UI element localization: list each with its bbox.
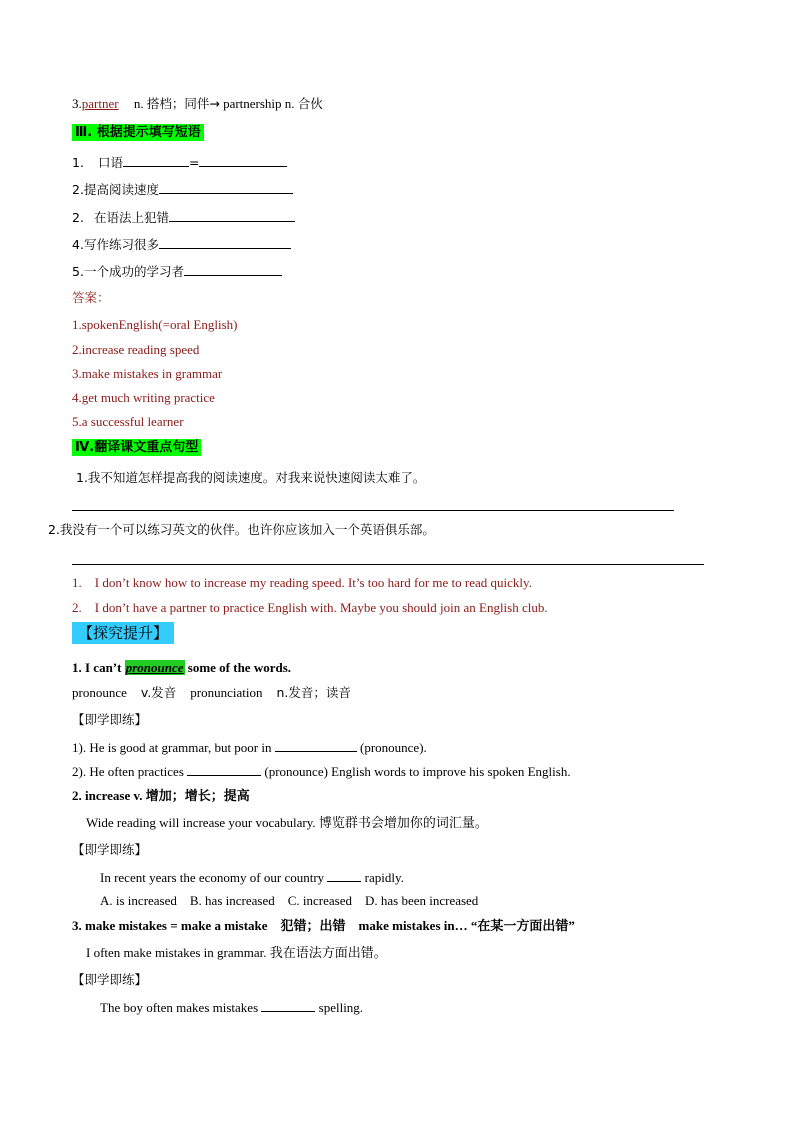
exercise-hint: (pronounce) English words to improve his spoken English. xyxy=(264,764,571,779)
point-1-head-a: 1. I can’t xyxy=(72,660,125,675)
translate-q1: 1.我不知道怎样提高我的阅读速度。对我来说快速阅读太难了。 xyxy=(76,470,426,485)
exercise-text: 2). He often practices xyxy=(72,764,184,779)
point-2-exercise xyxy=(100,869,404,886)
word-pronunciation-meaning: n.发音；读音 xyxy=(276,685,351,700)
answer-text: I don’t know how to increase my reading speed. It’s too hard for me to read quickly. xyxy=(94,575,532,590)
point-1-exercise-2 xyxy=(72,763,571,780)
word-pronounce-meaning: v.发音 xyxy=(140,685,177,700)
point-2-example: Wide reading will increase your vocabulary. 博览群书会增加你的词汇量。 xyxy=(86,815,488,830)
item-text: 一个成功的学习者 xyxy=(83,264,184,279)
pronounce-highlight: pronounce xyxy=(125,660,184,675)
practice-label-2: 【即学即练】 xyxy=(72,842,148,857)
word-pronounce: pronounce xyxy=(72,685,127,700)
vocab-pos: n. xyxy=(133,96,144,111)
practice-label-1: 【即学即练】 xyxy=(72,712,148,727)
translate-answer-2 xyxy=(72,600,548,616)
point-1-heading xyxy=(72,660,291,676)
item-equals: = xyxy=(188,155,200,170)
fill-item-3 xyxy=(72,209,295,226)
practice-label-3: 【即学即练】 xyxy=(72,972,148,987)
vocab-meaning: 搭档；同伴 xyxy=(146,96,210,111)
point-3-exercise xyxy=(100,999,363,1016)
vocab-number: 3. xyxy=(72,96,82,111)
point-3-heading: 3. make mistakes = make a mistake 犯错；出错 make mistakes in… “在某一方面出错” xyxy=(72,918,575,933)
fill-item-1 xyxy=(72,154,287,171)
section-3-title: Ⅲ. 根据提示填写短语 xyxy=(72,124,204,141)
arrow-icon: → xyxy=(209,96,220,111)
vocab-word: partner xyxy=(81,96,119,111)
answer-blank[interactable] xyxy=(169,209,295,222)
item-number: 5. xyxy=(72,264,84,279)
answer-rule[interactable] xyxy=(72,510,674,511)
section-4-title: Ⅳ.翻译课文重点句型 xyxy=(72,439,201,456)
exercise-blank[interactable] xyxy=(275,739,357,752)
explore-title: 【探究提升】 xyxy=(72,622,174,644)
answer-number: 1. xyxy=(72,575,82,590)
answer-text: I don’t have a partner to practice English with. Maybe you should join an English club. xyxy=(94,600,548,615)
answer-blank[interactable] xyxy=(199,154,287,167)
answer-blank[interactable] xyxy=(159,181,293,194)
section-4-heading xyxy=(72,439,201,456)
item-text: 写作练习很多 xyxy=(83,237,159,252)
item-number: 2. xyxy=(72,182,84,197)
answer-4: 4.get much writing practice xyxy=(72,390,215,405)
exercise-text: In recent years the economy of our country xyxy=(100,870,325,885)
exercise-text-end: rapidly. xyxy=(364,870,404,885)
translate-answer-1 xyxy=(72,575,532,591)
answer-label: 答案： xyxy=(72,290,110,305)
answer-2: 2.increase reading speed xyxy=(72,342,200,357)
fill-item-5 xyxy=(72,263,282,280)
point-1-head-b: some of the words. xyxy=(184,660,292,675)
point-2-options: A. is increased B. has increased C. increased D. has been increased xyxy=(100,893,479,908)
item-number: 1. xyxy=(72,155,84,170)
exercise-text: 1). He is good at grammar, but poor in xyxy=(72,740,272,755)
item-number: 2. xyxy=(72,210,84,225)
answer-blank[interactable] xyxy=(184,263,282,276)
exercise-hint: (pronounce). xyxy=(360,740,427,755)
exercise-text-end: spelling. xyxy=(318,1000,364,1015)
item-text: 口语 xyxy=(97,155,123,170)
section-3-heading xyxy=(72,124,204,141)
word-pronunciation: pronunciation xyxy=(190,685,263,700)
answer-5: 5.a successful learner xyxy=(72,414,184,429)
vocab-derived-meaning: 合伙 xyxy=(297,96,323,111)
exercise-blank[interactable] xyxy=(327,869,361,882)
point-2-heading: 2. increase v. 增加；增长；提高 xyxy=(72,788,250,803)
explore-heading xyxy=(72,625,174,642)
answer-1: 1.spokenEnglish(=oral English) xyxy=(72,317,238,332)
answer-3: 3.make mistakes in grammar xyxy=(72,366,223,381)
vocab-derived: partnership n. xyxy=(223,96,295,111)
fill-item-2 xyxy=(72,181,293,198)
item-text: 提高阅读速度 xyxy=(83,182,159,197)
fill-item-4 xyxy=(72,236,291,253)
answer-blank[interactable] xyxy=(159,236,291,249)
point-3-example: I often make mistakes in grammar. 我在语法方面出错。 xyxy=(86,945,387,960)
answer-rule[interactable] xyxy=(72,564,704,565)
translate-q2: 2.我没有一个可以练习英文的伙伴。也许你应该加入一个英语俱乐部。 xyxy=(48,522,435,537)
point-1-line xyxy=(72,685,351,701)
exercise-text: The boy often makes mistakes xyxy=(100,1000,259,1015)
answer-blank[interactable] xyxy=(123,154,189,167)
exercise-blank[interactable] xyxy=(187,763,261,776)
exercise-blank[interactable] xyxy=(261,999,315,1012)
item-text: 在语法上犯错 xyxy=(93,210,169,225)
vocab-line xyxy=(72,96,323,112)
item-number: 4. xyxy=(72,237,84,252)
point-1-exercise-1 xyxy=(72,739,427,756)
answer-number: 2. xyxy=(72,600,82,615)
